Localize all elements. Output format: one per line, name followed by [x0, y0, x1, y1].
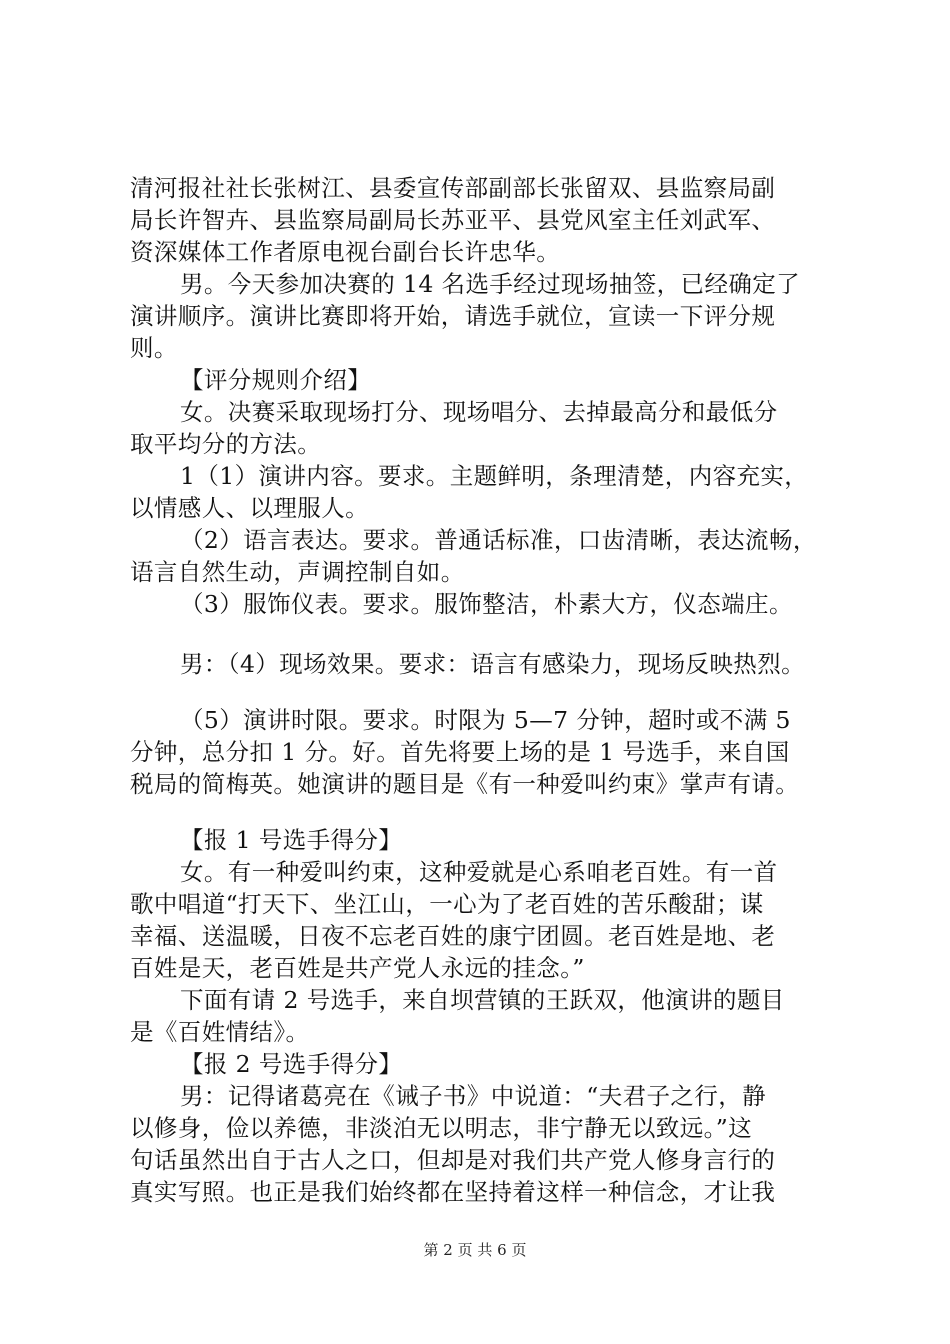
text-line: 男。今天参加决赛的 14 名选手经过现场抽签，已经确定了: [180, 270, 801, 298]
text-line: 局长许智卉、县监察局副局长苏亚平、县党风室主任刘武军、: [130, 206, 776, 234]
text-line: （3）服饰仪表。要求。服饰整洁，朴素大方，仪态端庄。: [180, 590, 793, 618]
text-line: 则。: [130, 334, 178, 362]
text-line: 句话虽然出自于古人之口，但却是对我们共产党人修身言行的: [130, 1146, 776, 1174]
text-line: 女。有一种爱叫约束，这种爱就是心系咱老百姓。有一首: [180, 858, 778, 886]
text-line: （5）演讲时限。要求。时限为 5—7 分钟，超时或不满 5: [180, 706, 791, 734]
section-heading: 【评分规则介绍】: [180, 366, 372, 394]
text-line: 1（1）演讲内容。要求。主题鲜明，条理清楚，内容充实，: [180, 462, 809, 490]
text-line: 下面有请 2 号选手，来自坝营镇的王跃双，他演讲的题目: [180, 986, 785, 1014]
section-heading: 【报 1 号选手得分】: [180, 826, 403, 854]
text-line: 百姓是天，老百姓是共产党人永远的挂念。”: [130, 954, 585, 982]
text-line: 资深媒体工作者原电视台副台长许忠华。: [130, 238, 561, 266]
text-line: 是《百姓情结》。: [130, 1018, 310, 1046]
text-line: 取平均分的方法。: [130, 430, 322, 458]
text-line: 以修身，俭以养德，非淡泊无以明志，非宁静无以致远。”这: [130, 1114, 753, 1142]
page-number-footer: 第 2 页 共 6 页: [423, 1241, 527, 1259]
text-line: 语言自然生动，声调控制自如。: [130, 558, 465, 586]
text-line: 分钟，总分扣 1 分。好。首先将要上场的是 1 号选手，来自国: [130, 738, 790, 766]
text-line: （2）语言表达。要求。普通话标准，口齿清晰，表达流畅，: [180, 526, 817, 554]
text-line: 歌中唱道“打天下、坐江山，一心为了老百姓的苦乐酸甜；谋: [130, 890, 764, 918]
text-line: 清河报社社长张树江、县委宣传部副部长张留双、县监察局副: [130, 174, 776, 202]
text-line: 男：（4）现场效果。要求：语言有感染力，现场反映热烈。: [180, 650, 806, 678]
text-line: 以情感人、以理服人。: [130, 494, 369, 522]
text-line: 男：记得诸葛亮在《诫子书》中说道：“夫君子之行，静: [180, 1082, 767, 1110]
text-line: 税局的简梅英。她演讲的题目是《有一种爱叫约束》掌声有请。: [130, 770, 800, 798]
text-line: 演讲顺序。演讲比赛即将开始，请选手就位，宣读一下评分规: [130, 302, 776, 330]
text-line: 幸福、送温暖，日夜不忘老百姓的康宁团圆。老百姓是地、老: [130, 922, 776, 950]
section-heading: 【报 2 号选手得分】: [180, 1050, 403, 1078]
text-line: 女。决赛采取现场打分、现场唱分、去掉最高分和最低分: [180, 398, 778, 426]
text-line: 真实写照。也正是我们始终都在坚持着这样一种信念，才让我: [130, 1178, 776, 1206]
